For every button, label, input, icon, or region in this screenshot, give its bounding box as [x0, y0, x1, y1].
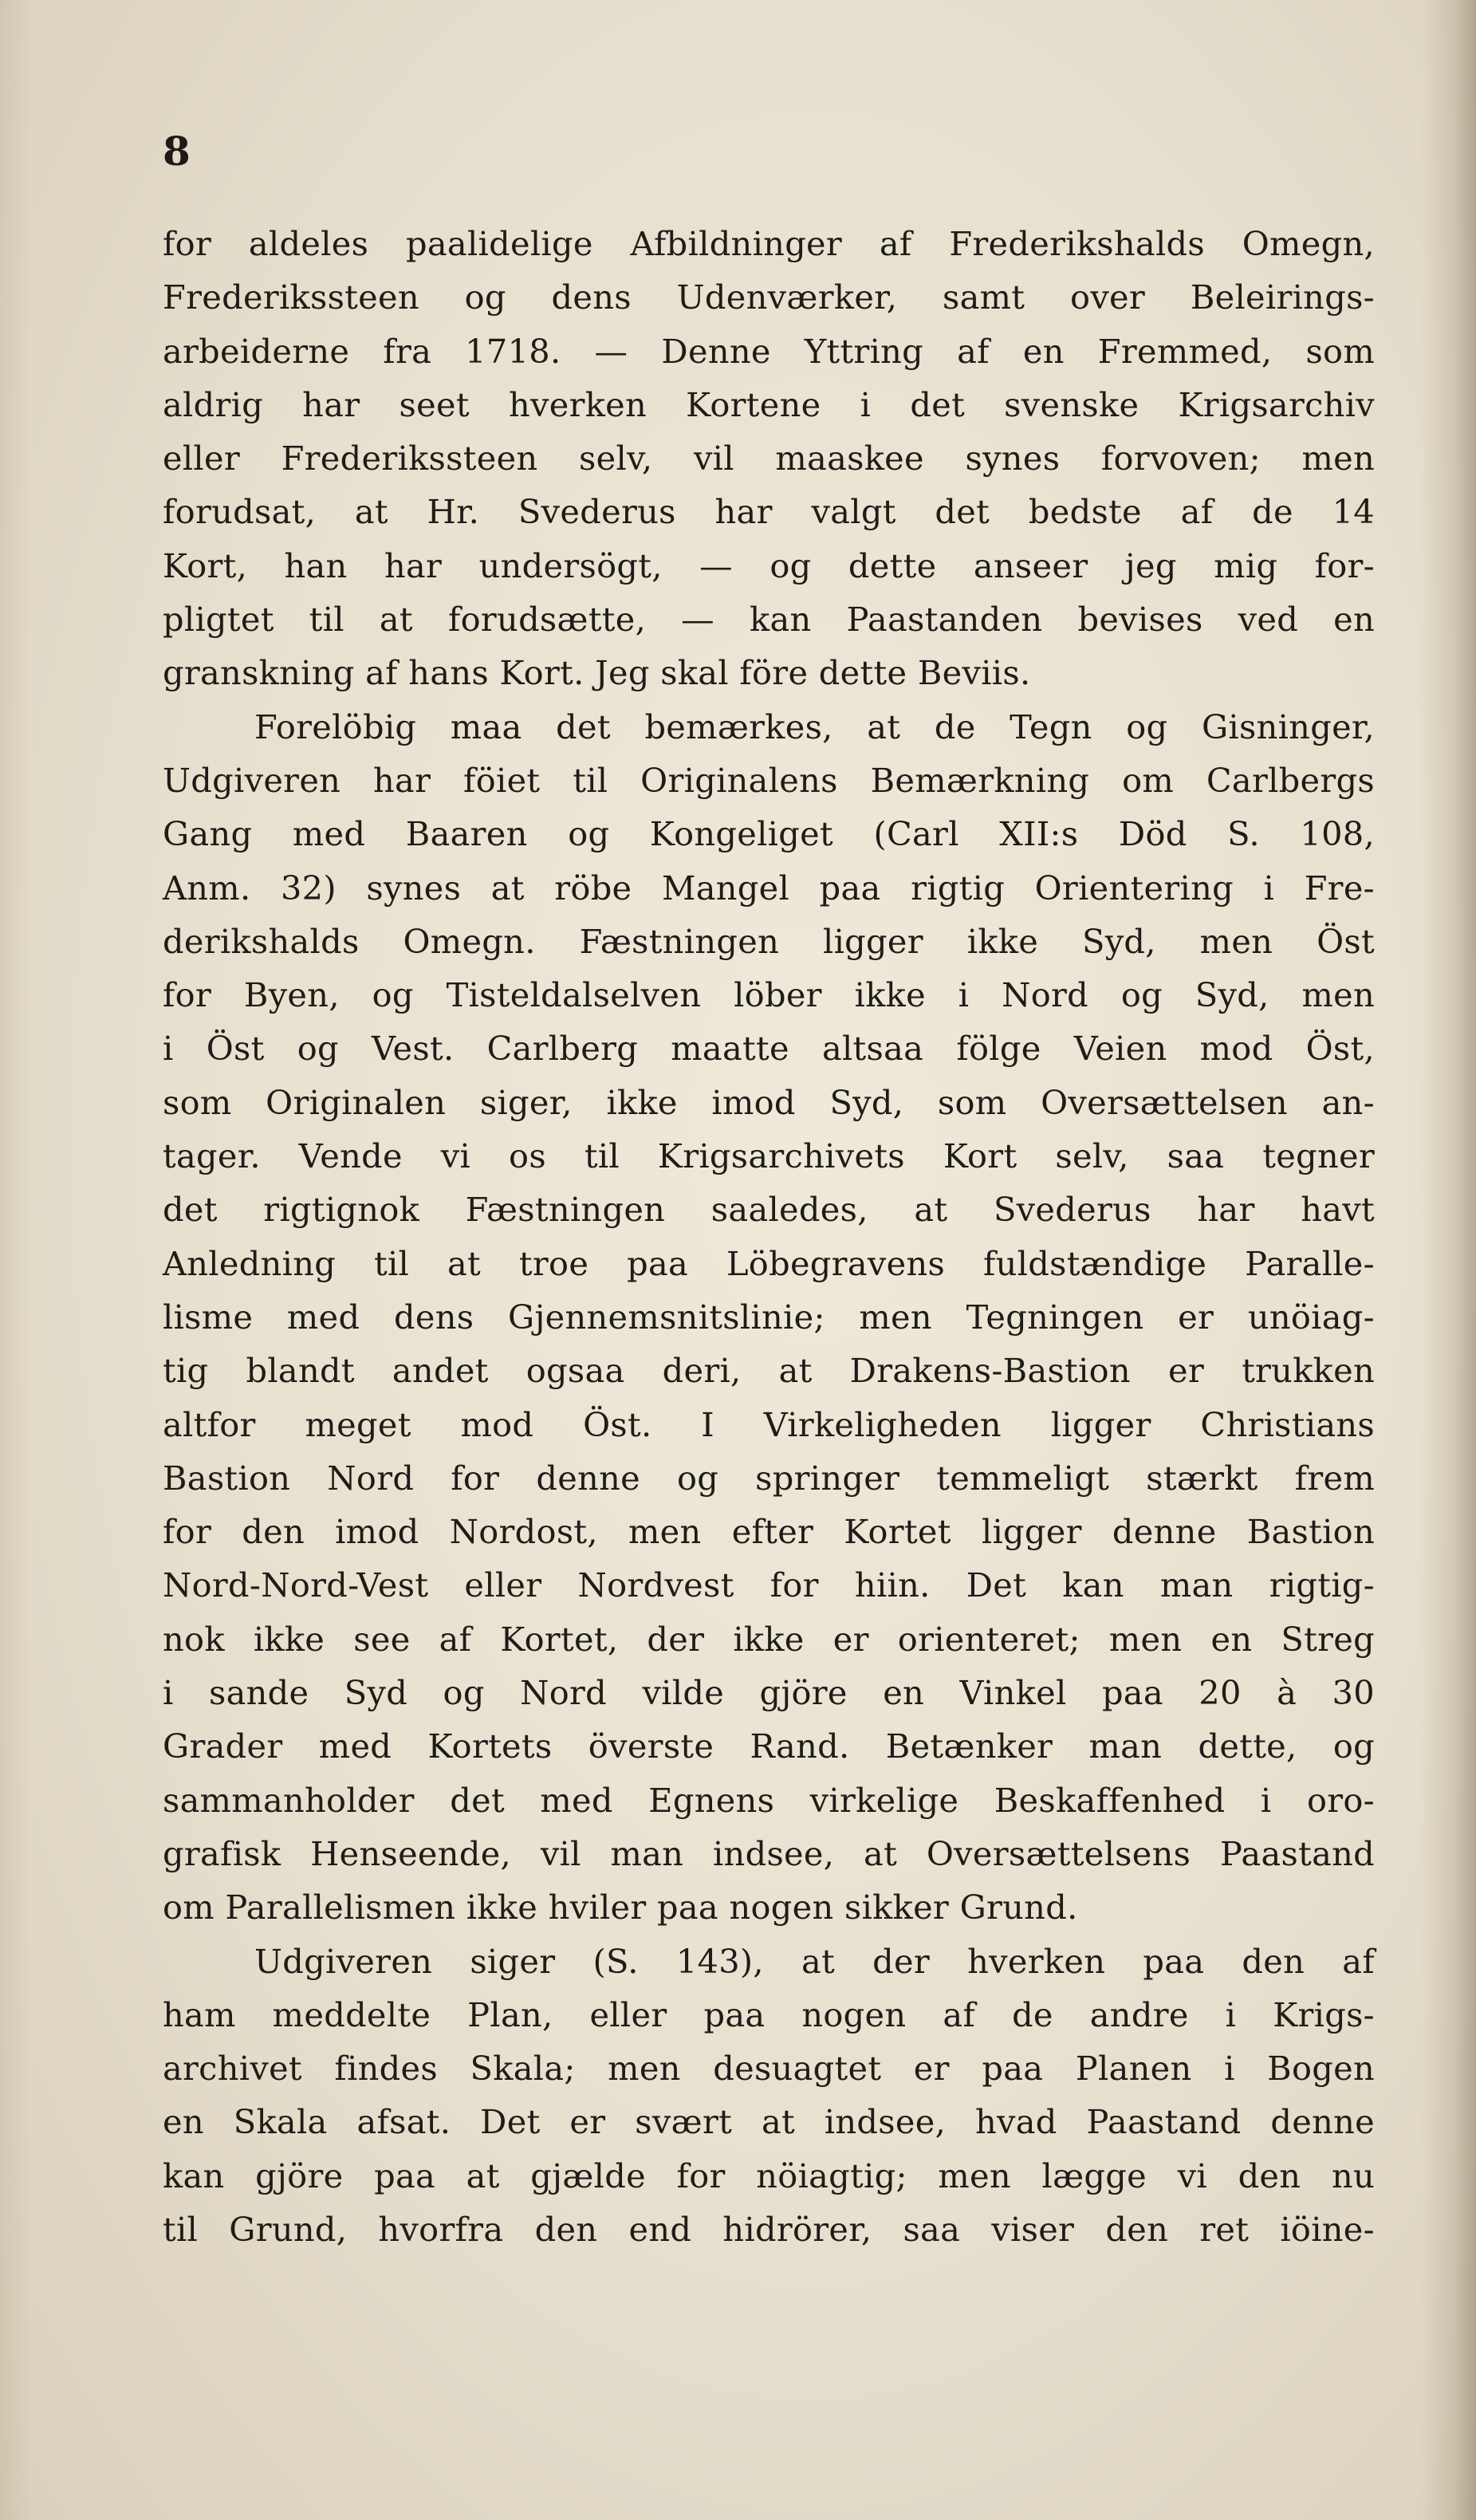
- text-line: Anm. 32) synes at röbe Mangel paa rigtig Orientering i Fre-: [163, 868, 1375, 908]
- text-line: det rigtignok Fæstningen saaledes, at Svederus har havt: [163, 1190, 1375, 1230]
- text-line: Udgiveren siger (S. 143), at der hverken paa den af: [254, 1941, 1375, 1981]
- text-line: som Originalen siger, ikke imod Syd, som Oversættelsen an-: [163, 1082, 1375, 1122]
- text-line: derikshalds Omegn. Fæstningen ligger ikke Syd, men Öst: [163, 921, 1375, 961]
- text-line: tager. Vende vi os til Krigsarchivets Kort selv, saa tegner: [163, 1136, 1375, 1176]
- text-line: forudsat, at Hr. Svederus har valgt det bedste af de 14: [163, 492, 1375, 532]
- text-line: Grader med Kortets överste Rand. Betænker man dette, og: [163, 1727, 1375, 1766]
- text-line: en Skala afsat. Det er svært at indsee, hvad Paastand denne: [163, 2102, 1375, 2142]
- text-line: for aldeles paalidelige Afbildninger af Frederikshalds Omegn,: [163, 224, 1375, 263]
- text-line: for Byen, og Tisteldalselven löber ikke i Nord og Syd, men: [163, 975, 1375, 1015]
- text-line: Nord-Nord-Vest eller Nordvest for hiin. Det kan man rigtig-: [163, 1565, 1375, 1605]
- text-line: granskning af hans Kort. Jeg skal före dette Beviis.: [163, 653, 1031, 693]
- text-line: Udgiveren har föiet til Originalens Bemærkning om Carlbergs: [163, 760, 1375, 800]
- text-line: til Grund, hvorfra den end hidrörer, saa viser den ret iöine-: [163, 2209, 1375, 2249]
- page-right-edge-shadow: [1420, 0, 1476, 2520]
- body-text: [163, 217, 1375, 2256]
- text-line: eller Frederikssteen selv, vil maaskee synes forvoven; men: [163, 439, 1375, 478]
- text-line: lisme med dens Gjennemsnitslinie; men Tegningen er unöiag-: [163, 1297, 1375, 1337]
- page-number: 8: [163, 128, 191, 175]
- text-line: aldrig har seet hverken Kortene i det svenske Krigsarchiv: [163, 384, 1375, 424]
- text-line: kan gjöre paa at gjælde for nöiagtig; men lægge vi den nu: [163, 2156, 1375, 2195]
- text-line: for den imod Nordost, men efter Kortet ligger denne Bastion: [163, 1512, 1375, 1552]
- text-line: tig blandt andet ogsaa deri, at Drakens-Bastion er trukken: [163, 1351, 1375, 1391]
- text-line: Gang med Baaren og Kongeliget (Carl XII:s Död S. 108,: [163, 814, 1375, 854]
- text-line: arbeiderne fra 1718. — Denne Yttring af en Fremmed, som: [163, 331, 1375, 371]
- text-line: ham meddelte Plan, eller paa nogen af de andre i Krigs-: [163, 1994, 1375, 2034]
- text-line: om Parallelismen ikke hviler paa nogen sikker Grund.: [163, 1888, 1078, 1927]
- text-line: archivet findes Skala; men desuagtet er paa Planen i Bogen: [163, 2049, 1375, 2089]
- text-line: i Öst og Vest. Carlberg maatte altsaa fölge Veien mod Öst,: [163, 1029, 1375, 1069]
- text-line: Bastion Nord for denne og springer temmeligt stærkt frem: [163, 1458, 1375, 1498]
- text-line: Kort, han har undersögt, — og dette anseer jeg mig for-: [163, 545, 1375, 585]
- text-line: i sande Syd og Nord vilde gjöre en Vinkel paa 20 à 30: [163, 1673, 1375, 1713]
- text-line: Forelöbig maa det bemærkes, at de Tegn og Gisninger,: [254, 707, 1375, 746]
- text-line: pligtet til at forudsætte, — kan Paastanden bevises ved en: [163, 600, 1375, 640]
- text-line: Anledning til at troe paa Löbegravens fuldstændige Paralle-: [163, 1243, 1375, 1283]
- page-left-edge-shadow: [0, 0, 32, 2520]
- text-line: Frederikssteen og dens Udenværker, samt over Beleirings-: [163, 278, 1375, 317]
- text-line: nok ikke see af Kortet, der ikke er orienteret; men en Streg: [163, 1619, 1375, 1659]
- text-line: altfor meget mod Öst. I Virkeligheden ligger Christians: [163, 1404, 1375, 1444]
- text-line: sammanholder det med Egnens virkelige Beskaffenhed i oro-: [163, 1780, 1375, 1820]
- text-line: grafisk Henseende, vil man indsee, at Oversættelsens Paastand: [163, 1833, 1375, 1873]
